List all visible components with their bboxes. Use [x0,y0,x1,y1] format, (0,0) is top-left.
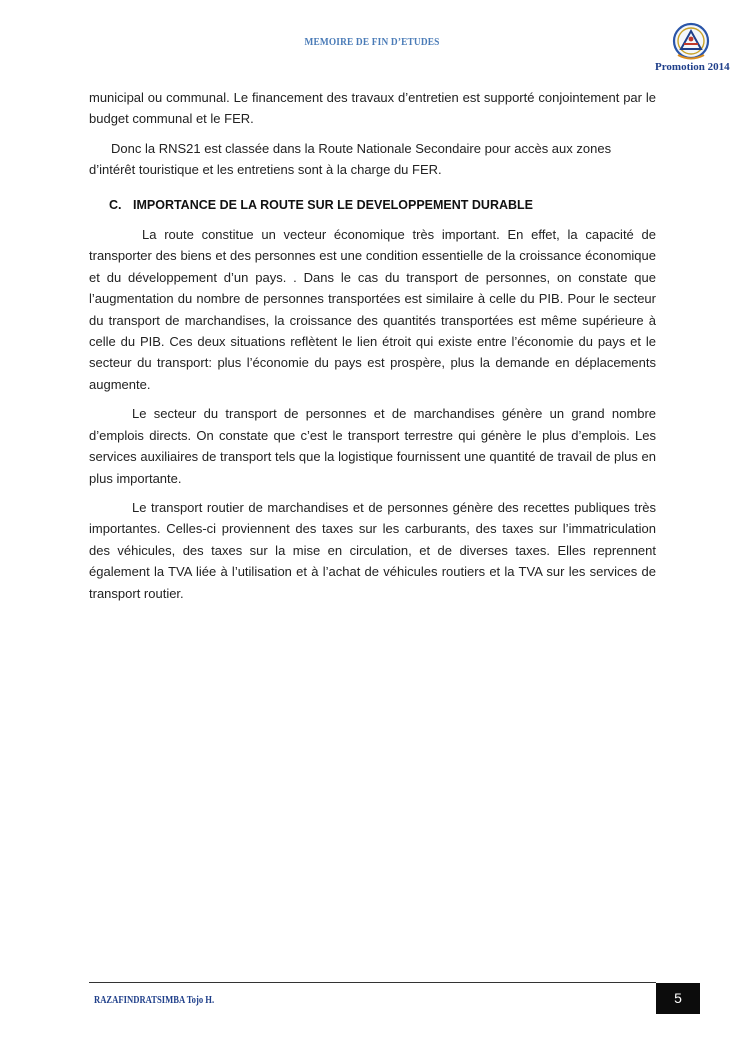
paragraph-emplois: Le secteur du transport de personnes et de marchandises génère un grand nombre d’emplois directs. On constate que c’est le transport terrestre qui génère le plus d’emplois. Les services auxiliaires de transport tels que la logistique fournissent une quantité de travail de plus en plus importante. [89,406,656,486]
paragraph-continuation: municipal ou communal. Le financement des travaux d’entretien est supporté conjointement par le budget communal et le FER. [89,90,656,127]
footer-author: RAZAFINDRATSIMBA Tojo H. [94,995,215,1006]
section-heading [89,195,656,216]
paragraph-route-vecteur: La route constitue un vecteur économique très important. En effet, la capacité de transporter des biens et des personnes est une condition essentielle de la croissance économique et du développement d’un pays. . Dans le cas du transport de personnes, on constate que l’augmentation du nombre de personnes transportées est similaire à celle du PIB. Pour le secteur du transport de marchandises, la croissance des quantités transportées est même supérieure à celle du PIB. Ces deux situations reflètent le lien étroit qui existe entre l’économie du pays et le secteur du transport: plus l’économie du pays est prospère, plus la demande en déplacements augmente. [89,227,656,392]
paragraph-recettes: Le transport routier de marchandises et de personnes génère des recettes publiques très importantes. Celles-ci proviennent des taxes sur les carburants, des taxes sur l’immatriculation des véhicules, des taxes sur la mise en circulation, et de diverses taxes. Elles reprennent également la TVA liée à l’utilisation et à l’achat de véhicules routiers et la TVA sur les services de transport routier. [89,499,656,601]
paragraph-rns21: Donc la RNS21 est classée dans la Route Nationale Secondaire pour accès aux zones d’intérêt touristique et les entretiens sont à la charge du FER. [89,140,612,178]
section-letter: C. [109,197,122,212]
header-title: MEMOIRE DE FIN D’ETUDES [304,36,440,48]
page-number: 5 [656,983,700,1014]
section-title: IMPORTANCE DE LA ROUTE SUR LE DEVELOPPEMENT DURABLE [133,197,534,212]
promotion-label: Promotion 2014 [655,61,730,73]
school-emblem-icon [672,22,710,62]
footer-divider [89,982,656,983]
page-content [89,87,656,612]
